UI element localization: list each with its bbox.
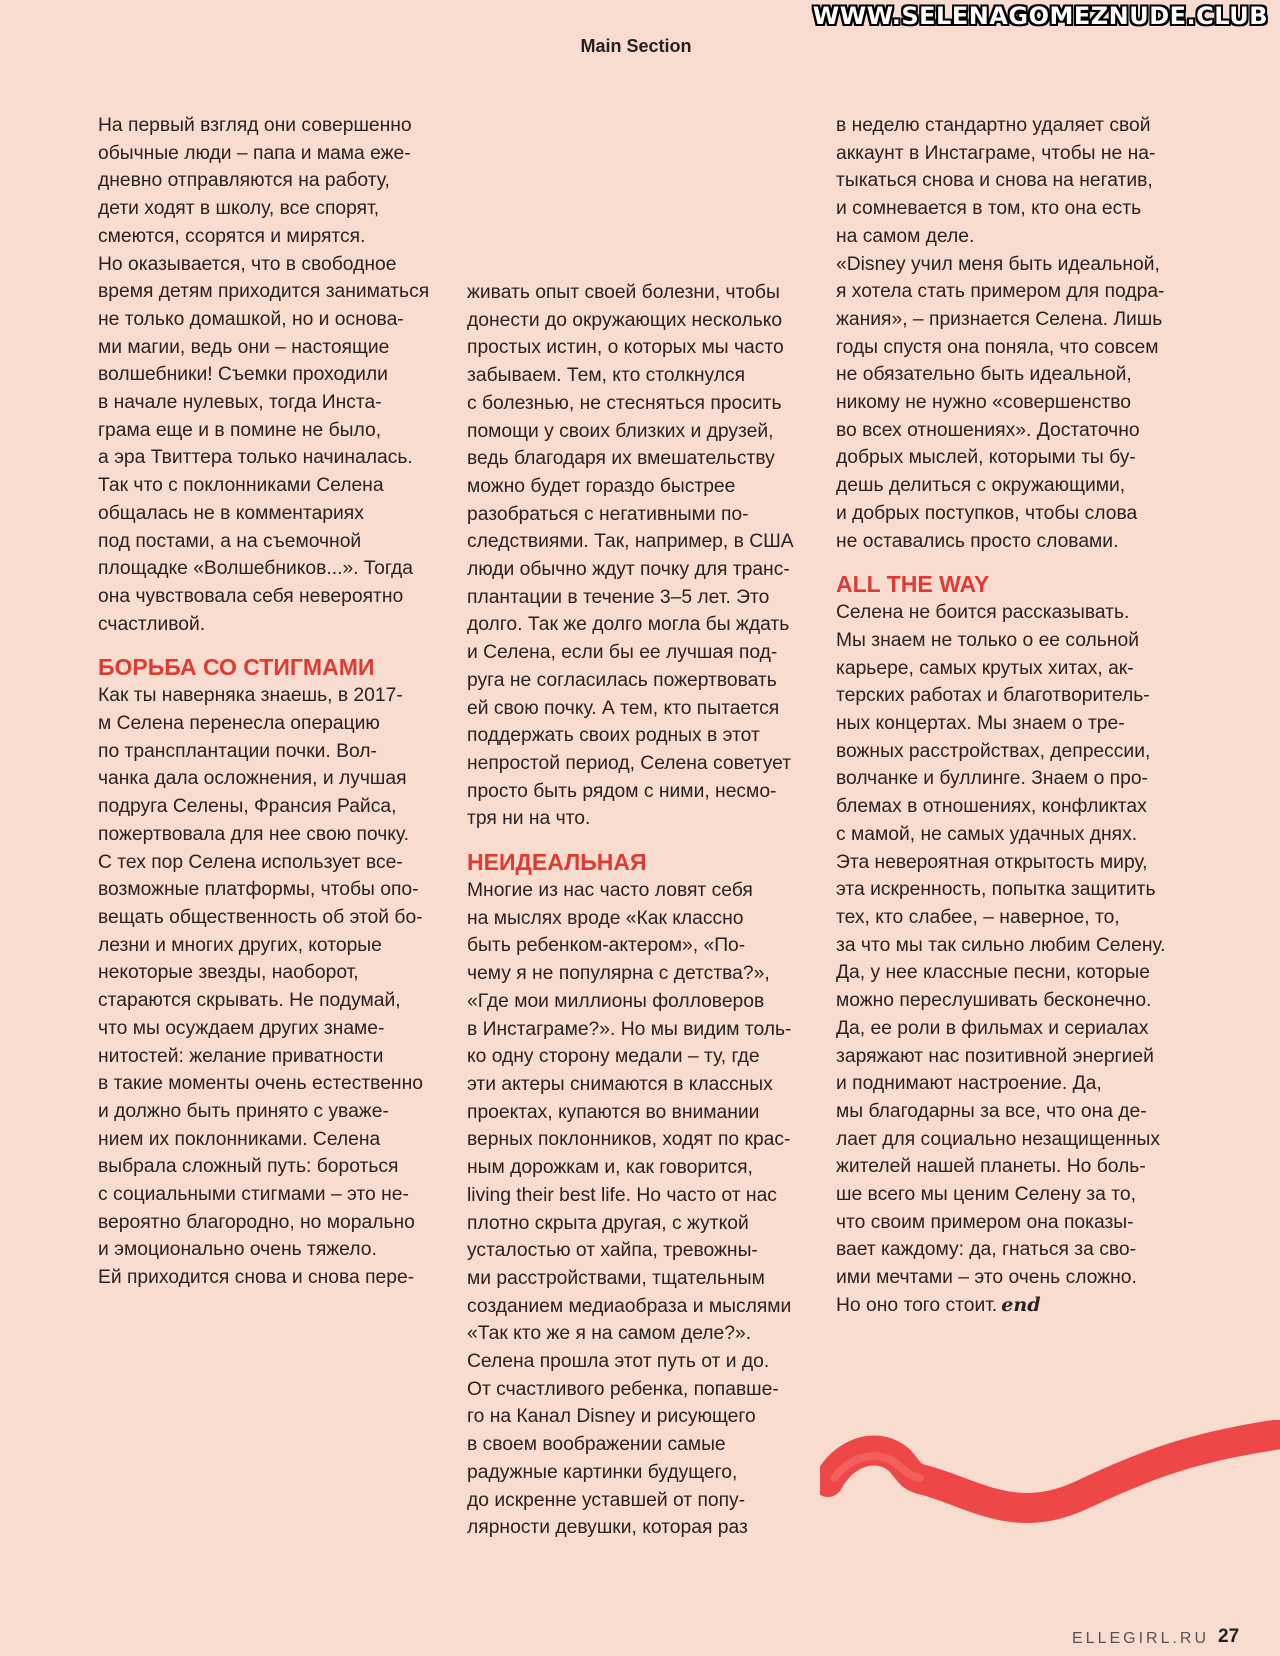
text-line: а эра Твиттера только начиналась. [98,447,413,469]
text-line: и добрых поступков, чтобы слова [836,502,1138,524]
text-line: общалась не в комментариях [98,502,364,524]
text-line: обычные люди – папа и мама еже- [98,142,411,164]
text-line: в такие моменты очень естественно [98,1073,423,1095]
text-line: не оставались просто словами. [836,530,1119,552]
text-line: Да, ее роли в фильмах и сериалах [836,1017,1149,1039]
text-line: с мамой, не самых удачных днях. [836,823,1138,845]
text-line: эта искренность, попытка защитить [836,879,1156,901]
text-line: ше всего мы ценим Селену за то, [836,1184,1136,1206]
text-line: не обязательно быть идеальной, [836,364,1132,386]
text-line: на самом деле. [836,225,975,247]
text-line: Селена прошла этот путь от и до. [467,1351,770,1373]
text-line: тря ни на что. [467,808,591,830]
text-line: ко одну сторону медали – ту, где [467,1046,760,1068]
paragraph [467,877,817,1542]
section-label: Main Section [580,36,692,56]
article-column-3 [836,112,1186,1320]
text-line: вает каждому: да, гнаться за сво- [836,1239,1137,1261]
text-line: до искренне уставшей от попу- [467,1489,746,1511]
text-line: аккаунт в Инстаграме, чтобы не на- [836,142,1156,164]
text-line: поддержать своих родных в этот [467,725,760,747]
section-heading: ALL THE WAY [836,571,990,598]
text-line: м Селена перенесла операцию [98,713,380,735]
text-line: можно будет гораздо быстрее [467,475,736,497]
text-line: в неделю стандартно удаляет свой [836,115,1151,136]
text-line: блемах в отношениях, конфликтах [836,796,1147,818]
text-line: выбрала сложный путь: бороться [98,1156,399,1178]
text-line: под постами, а на съемочной [98,530,362,552]
text-line: дешь делиться с окружающими, [836,475,1126,497]
text-line: радужные картинки будущего, [467,1461,738,1483]
text-line: «Disney учил меня быть идеальной, [836,253,1160,275]
text-line: смеются, ссорятся и мирятся. [98,225,366,247]
text-line: «Так кто же я на самом деле?». [467,1323,752,1345]
text-line: проектах, купаются во внимании [467,1101,760,1123]
text-line: «Где мои миллионы фолловеров [467,990,765,1012]
text-line: ей свою почку. А тем, кто пытается [467,697,780,719]
text-line: я хотела стать примером для подра- [836,281,1165,303]
text-line: Мы знаем не только о ее сольной [836,629,1139,651]
text-line: и сомневается в том, кто она есть [836,198,1142,220]
text-line: заряжают нас позитивной энергией [836,1045,1154,1067]
text-line: люди обычно ждут почку для транс- [467,559,790,581]
section-heading: БОРЬБА СО СТИГМАМИ [98,654,375,681]
text-line: вожных расстройствах, депрессии, [836,740,1151,762]
text-line: счастливой. [98,613,206,635]
text-line: лярности девушки, которая раз [467,1517,748,1539]
text-line: возможные платформы, чтобы опо- [98,879,419,901]
text-line: плантации в течение 3–5 лет. Это [467,586,770,608]
text-line: го на Канал Disney и рисующего [467,1406,756,1428]
text-line: От счастливого ребенка, попавше- [467,1378,779,1400]
text-line: грама еще и в помине не было, [98,419,382,441]
text-line: волчанке и буллинге. Знаем о про- [836,768,1148,790]
text-line: с болезнью, не стесняться просить [467,392,782,414]
text-line: в начале нулевых, тогда Инста- [98,392,382,414]
text-line: она чувствовала себя невероятно [98,585,404,607]
paragraph [836,112,1186,555]
paragraph [98,682,448,1291]
closing-line [836,1292,1186,1320]
text-line: никому не нужно «совершенство [836,392,1131,414]
text-line: вероятно благородно, но морально [98,1211,415,1233]
text-line: жания», – признается Селена. Лишь [836,308,1163,330]
article-column-1 [98,112,448,1292]
text-line: ми расстройствами, тщательным [467,1267,765,1289]
text-line: ным дорожкам и, как говорится, [467,1157,753,1179]
text-line: не только домашкой, но и основа- [98,308,404,330]
text-line: на мыслях вроде «Как классно [467,907,744,929]
text-line: Так что с поклонниками Селена [98,475,384,497]
paragraph [836,599,1186,1292]
end-mark: end [1001,1293,1041,1316]
text-line: добрых мыслей, которыми ты бу- [836,447,1136,469]
paragraph [98,112,448,638]
text-line: Да, у нее классные песни, которые [836,962,1150,984]
text-line: жителей нашей планеты. Но боль- [836,1156,1146,1178]
text-line: и Селена, если бы ее лучшая под- [467,642,778,664]
text-line: дети ходят в школу, все спорят, [98,198,380,220]
text-line: Селена не боится рассказывать. [836,602,1130,624]
text-line: пожертвовала для нее свою почку. [98,823,409,845]
text-line: созданием медиаобраза и мыслями [467,1295,792,1317]
page-number: 27 [1218,1626,1240,1647]
text-line: мы благодарны за все, что она де- [836,1100,1147,1122]
text-line: нитостей: желание приватности [98,1045,384,1067]
text-line: просто быть рядом с ними, несмо- [467,780,777,802]
text-line: эти актеры снимаются в классных [467,1073,773,1095]
text-line: время детям приходится заниматься [98,281,430,303]
text-line: ных концертах. Мы знаем о тре- [836,713,1125,735]
section-heading: НЕИДЕАЛЬНАЯ [467,849,647,876]
footer-site-name: ELLEGIRL.RU [1072,1630,1210,1647]
text-line: непростой период, Селена советует [467,752,792,774]
paragraph [467,279,817,833]
text-line: ими мечтами – это очень сложно. [836,1267,1137,1289]
text-line: лезни и многих других, которые [98,934,382,956]
text-line: с социальными стигмами – это не- [98,1184,409,1206]
watermark: WWW.SELENAGOMEZNUDE.CLUB [812,2,1268,30]
text-line: лает для социально незащищенных [836,1128,1160,1150]
text-line: нием их поклонниками. Селена [98,1128,381,1150]
text-line: тех, кто слабее, – наверное, то, [836,906,1120,928]
text-line: простых истин, о которых мы часто [467,337,784,359]
text-line: годы спустя она поняла, что совсем [836,336,1159,358]
brush-stroke [828,1434,1280,1508]
text-line: в своем воображении самые [467,1434,726,1456]
text-line: можно переслушивать бесконечно. [836,990,1152,1012]
text-line: С тех пор Селена использует все- [98,851,403,873]
closing-text: Но оно того стоит. [836,1294,998,1316]
text-line: волшебники! Съемки проходили [98,364,388,386]
article-column-2 [467,279,817,1542]
text-line: тыкаться снова и снова на негатив, [836,170,1153,192]
text-line: На первый взгляд они совершенно [98,115,412,136]
text-line: забываем. Тем, кто столкнулся [467,365,746,387]
text-line: и эмоционально очень тяжело. [98,1239,377,1261]
text-line: по трансплантации почки. Вол- [98,740,377,762]
text-line: ведь благодаря их вмешательству [467,448,775,470]
text-line: руга не согласилась пожертвовать [467,669,777,691]
text-line: дневно отправляются на работу, [98,170,390,192]
text-line: живать опыт своей болезни, чтобы [467,282,780,303]
text-line: чему я не популярна с детства?», [467,963,770,985]
text-line: карьере, самых крутых хитах, ак- [836,657,1134,679]
text-line: следствиями. Так, например, в США [467,531,794,553]
text-line: во всех отношениях». Достаточно [836,419,1140,441]
text-line: быть ребенком-актером», «По- [467,935,746,957]
text-line: некоторые звезды, наоборот, [98,962,359,984]
text-line: разобраться с негативными по- [467,503,749,525]
text-line: Но оказывается, что в свободное [98,253,397,275]
text-line: донести до окружающих несколько [467,309,783,331]
text-line: долго. Так же долго могла бы ждать [467,614,790,636]
text-line: в Инстаграме?». Но мы видим толь- [467,1018,792,1040]
text-line: что мы осуждаем других знаме- [98,1017,385,1039]
text-line: Как ты наверняка знаешь, в 2017- [98,685,403,707]
text-line: Многие из нас часто ловят себя [467,880,753,902]
text-line: Эта невероятная открытость миру, [836,851,1148,873]
text-line: помощи у своих близких и друзей, [467,420,774,442]
text-line: терских работах и благотворитель- [836,685,1150,707]
text-line: и поднимают настроение. Да, [836,1073,1102,1095]
text-line: Ей приходится снова и снова пере- [98,1267,415,1289]
text-line: living their best life. Но часто от нас [467,1184,777,1206]
text-line: чанка дала осложнения, и лучшая [98,768,407,790]
text-line: стараются скрывать. Не подумай, [98,990,401,1012]
text-line: площадке «Волшебников...». Тогда [98,558,414,580]
text-line: что своим примером она показы- [836,1211,1134,1233]
text-line: верных поклонников, ходят по крас- [467,1129,791,1151]
text-line: подруга Селены, Франсия Райса, [98,796,397,818]
text-line: плотно скрыта другая, с жуткой [467,1212,749,1234]
text-line: и должно быть принято с уваже- [98,1100,389,1122]
text-line: за что мы так сильно любим Селену. [836,934,1166,956]
text-line: усталостью от хайпа, тревожны- [467,1240,758,1262]
brush-stroke-decoration [820,1420,1280,1540]
text-line: вещать общественность об этой бо- [98,906,423,928]
text-line: ми магии, ведь они – настоящие [98,336,390,358]
